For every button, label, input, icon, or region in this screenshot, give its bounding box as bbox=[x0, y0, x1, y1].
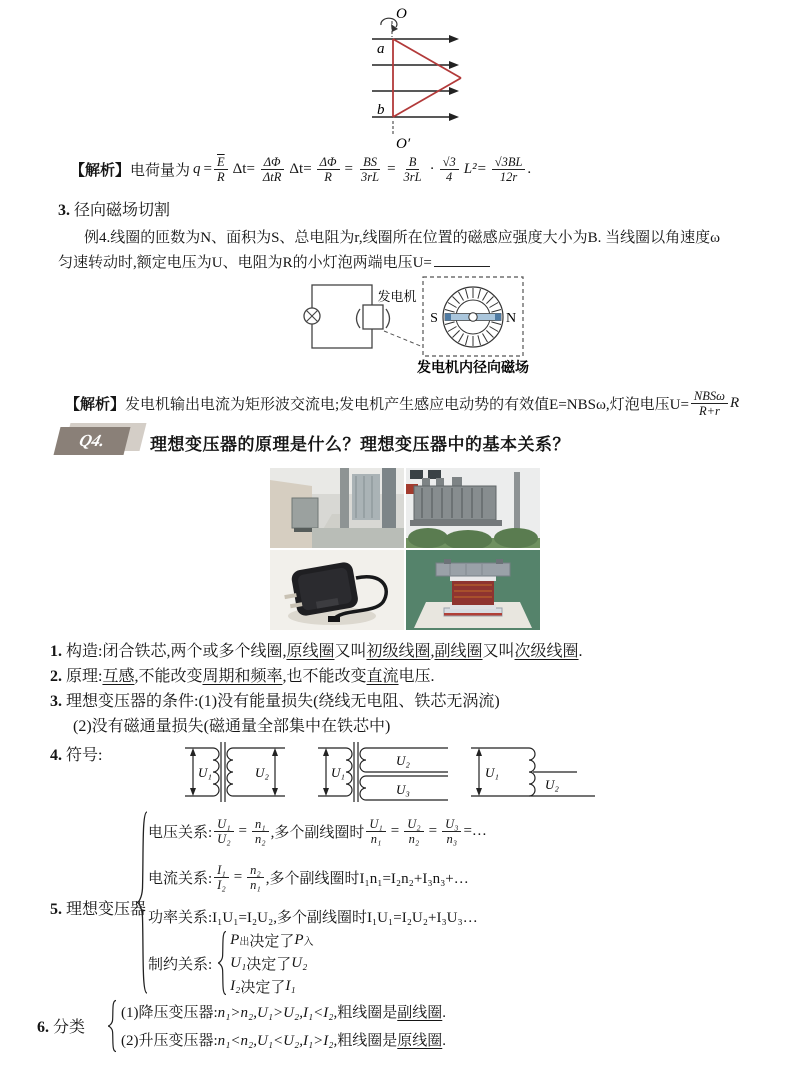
constraint-row-3: I₂ 决定了 I₁ bbox=[230, 977, 296, 996]
transformer-symbol-3 bbox=[465, 736, 605, 806]
item-2: 2. 原理:互感,不能改变周期和频率,也不能改变直流电压. bbox=[50, 668, 435, 685]
fraction: $\frac{\Delta\Phi}{\text{ΔtR}}$ bbox=[260, 155, 284, 184]
label-O: O bbox=[396, 6, 407, 22]
solution-tag: 【解析】 bbox=[65, 396, 126, 413]
u1-label: U₁ bbox=[331, 765, 345, 780]
rod-and-path bbox=[393, 39, 461, 117]
pole-s-label: S bbox=[430, 311, 438, 326]
item-3-line1: 3. 理想变压器的条件:(1)没有能量损失(绕线无电阻、铁芯无涡流) bbox=[50, 693, 500, 710]
figure-generator bbox=[285, 272, 545, 377]
step-up-row: (2)升压变压器:n₁<n₂,U₁<U₂,I₁>I₂,粗线圈是原线圈. bbox=[121, 1033, 447, 1049]
transformer-symbol-1 bbox=[175, 736, 295, 806]
pole-n-label: N bbox=[505, 311, 517, 326]
brush-left bbox=[357, 309, 361, 328]
item-1: 1. 构造:闭合铁芯,两个或多个线圈,原线圈又叫初级线圈,副线圈又叫次级线圈. bbox=[50, 643, 583, 660]
item-3-line2: (2)没有磁通量损失(磁通量全部集中在铁芯中) bbox=[73, 718, 391, 735]
badge-text: Q4. bbox=[77, 431, 108, 450]
q4-badge bbox=[57, 423, 147, 455]
example4-line2: 匀速转动时,额定电压为U、电阻为R的小灯泡两端电压U= bbox=[58, 251, 490, 272]
fraction: $\frac{\text{NBSω}}{R+r}$ bbox=[691, 389, 728, 418]
item-4-label: 4. 符号: bbox=[50, 747, 103, 764]
solution-1: 【解析】 电荷量为 q = $\frac{\overline{E}}{R}$ Δt= $\frac{\Delta\Phi}{\text{ΔtR}}$ Δt= $\frac{\Delta\Phi}{R}$ = $\frac{BS}{3rL}$ = $\frac{B}{3rL}$ · $\frac{√3}{4}$ L²= $\frac{√3BL}{12r}$ . bbox=[70, 154, 532, 184]
fraction: $\frac{\overline{E}}{R}$ bbox=[214, 155, 228, 184]
power-transformer-photo bbox=[406, 468, 540, 548]
constraint-row-1: P 出 决定了 P 入 bbox=[230, 931, 314, 950]
zoom-leader bbox=[384, 331, 423, 347]
u3-label: U₃ bbox=[396, 782, 410, 797]
constraint-row-2: U₁ 决定了 U₂ bbox=[230, 954, 308, 973]
transformer-symbol-2 bbox=[308, 736, 458, 806]
generator-box bbox=[363, 305, 383, 329]
fraction: $\frac{\Delta\Phi}{R}$ bbox=[317, 155, 340, 184]
u1-label: U₁ bbox=[198, 765, 212, 780]
constraint-relation: 制约关系: P 出 决定了 P 入 U₁ 决定了 U₂ I₂ 决定了 I₁ bbox=[148, 928, 314, 998]
brace-main bbox=[134, 810, 148, 995]
example4-line1: 例4.线圈的匝数为N、面积为S、总电阻为r,线圈所在位置的磁感应强度大小为B. 当线圈以角速度ω bbox=[84, 230, 720, 246]
item-5 bbox=[50, 810, 780, 1002]
label-a: a bbox=[377, 41, 385, 57]
figure-caption: 发电机内径向磁场 bbox=[417, 361, 529, 376]
current-relation: 电流关系: $\frac{\text{I₁}}{\text{I₂}}$ = $\frac{\text{n₂}}{\text{n₁}}$ ,多个副线圈时I₁n₁=I₂n₂+I₃n₃+… bbox=[148, 862, 469, 892]
brace-classification bbox=[105, 999, 117, 1053]
figure-rotating-rod bbox=[330, 4, 570, 152]
answer-blank bbox=[434, 251, 490, 267]
item-5-label: 5. 理想变压器 bbox=[50, 901, 147, 918]
u2-label: U₂ bbox=[396, 753, 410, 768]
rotor-end-left bbox=[445, 314, 451, 321]
voltage-relation: 电压关系: $\frac{\text{U₁}}{\text{U₂}}$ = $\frac{\text{n₁}}{\text{n₂}}$ ,多个副线圈时 $\frac{\text{U₁}}{\text{n₁}}$ = $\frac{\text{U₂}}{\text{n₂}}$ = $\frac{\text{U₃}}{\text{n₃}}$ =… bbox=[148, 816, 487, 846]
axle bbox=[469, 313, 477, 321]
power-adapter-photo bbox=[270, 550, 404, 630]
transformer-model-photo bbox=[406, 550, 540, 630]
brace-constraint bbox=[215, 930, 227, 996]
fraction: $\frac{B}{3rL}$ bbox=[403, 154, 422, 184]
u1-label: U₁ bbox=[485, 765, 499, 780]
fraction: $\frac{BS}{3rL}$ bbox=[360, 154, 380, 184]
label-b: b bbox=[377, 102, 385, 118]
photo-grid bbox=[270, 468, 540, 630]
field-arrowheads bbox=[449, 35, 459, 121]
label-O-prime: O′ bbox=[396, 136, 411, 152]
power-relation: 功率关系: I₁U₁=I₂U₂,多个副线圈时I₁U₁=I₂U₂+I₃U₃… bbox=[148, 909, 478, 926]
generator-label: 发电机 bbox=[377, 289, 417, 304]
rotation-arrow-icon bbox=[381, 18, 397, 27]
substation-photo bbox=[270, 468, 404, 548]
u2-label: U₂ bbox=[545, 777, 559, 792]
solution-2: 【解析】 发电机输出电流为矩形波交流电;发电机产生感应电动势的有效值E=NBSω,灯泡电压U= $\frac{\text{NBSω}}{R+r}$ R bbox=[65, 388, 740, 418]
item-6-label: 6. 分类 bbox=[37, 1019, 86, 1036]
brush-right bbox=[386, 309, 390, 328]
q4-title: 理想变压器的原理是什么？理想变压器中的基本关系？ bbox=[150, 435, 570, 454]
item-6 bbox=[37, 998, 777, 1058]
fraction: $\frac{√3BL}{12r}$ bbox=[492, 155, 526, 184]
solution-tag: 【解析】 bbox=[70, 162, 131, 179]
section-heading: 3. 径向磁场切割 bbox=[58, 202, 171, 219]
fraction: $\frac{√3}{4}$ bbox=[440, 155, 459, 184]
step-down-row: (1)降压变压器:n₁>n₂,U₁>U₂,I₁<I₂,粗线圈是副线圈. bbox=[121, 1005, 447, 1021]
u2-label: U₂ bbox=[255, 765, 269, 780]
rotor-end-right bbox=[495, 314, 501, 321]
